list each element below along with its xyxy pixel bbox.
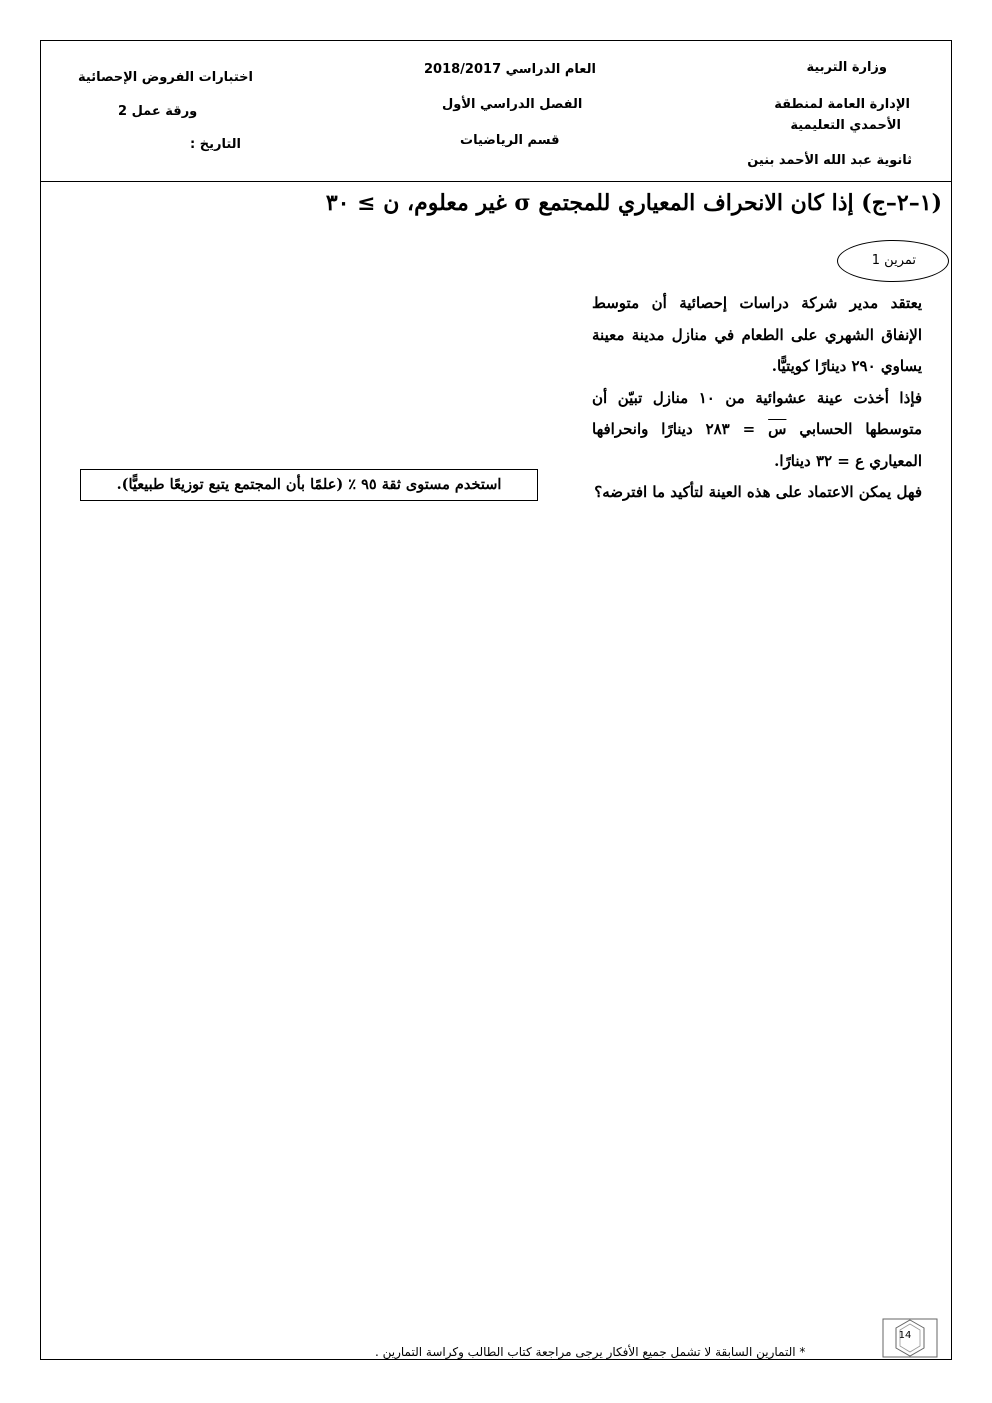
footer-note: * التمارين السابقة لا تشمل جميع الأفكار يرجى مراجعة كتاب الطالب وكراسة التمارين . [375, 1345, 806, 1359]
exercise-badge [837, 240, 949, 282]
department: قسم الرياضيات [460, 133, 560, 148]
page-frame [40, 40, 952, 1360]
problem-paragraph-1: يعتقد مدير شركة دراسات إحصائية أن متوسط الإنفاق الشهري على الطعام في منازل مدينة معينة يساوي ٢٩٠ دينارًا كويتيًّا. [592, 294, 922, 375]
page-number: 14 [898, 1330, 912, 1341]
directorate-line2: الأحمدي التعليمية [790, 118, 901, 133]
hint-box: استخدم مستوى ثقة ٩٥ ٪ (علمًا بأن المجتمع يتبع توزيعًا طبيعيًّا). [80, 469, 538, 501]
directorate-line1: الإدارة العامة لمنطقة [774, 97, 910, 112]
school-name: ثانوية عبد الله الأحمد بنين [747, 153, 912, 168]
problem-paragraph-2-start: فإذا أخذت عينة عشوائية من ١٠ منازل تبيّن أن متوسطها الحسابي [592, 388, 922, 438]
academic-year: العام الدراسي 2018/2017 [424, 62, 596, 77]
problem-paragraph-2 [592, 383, 922, 478]
ministry-name: وزارة التربية [806, 60, 887, 75]
sample-mean-symbol: س [768, 420, 787, 438]
problem-paragraph-3: فهل يمكن الاعتماد على هذه العينة لتأكيد ما افترضه؟ [594, 483, 922, 501]
header-divider [40, 181, 952, 182]
section-title: (١–٢–ج) إذا كان الانحراف المعياري للمجتمع σ غير معلوم، ن ≥ ٣٠ [325, 190, 942, 216]
semester: الفصل الدراسي الأول [442, 97, 583, 112]
worksheet-label: ورقة عمل 2 [118, 104, 198, 119]
exercise-label: تمرين 1 [871, 253, 916, 268]
problem-paragraph-2-end: = ٢٨٣ دينارًا وانحرافها المعياري ع = ٣٢ دينارًا. [592, 420, 922, 470]
date-label: التاريخ : [190, 137, 241, 152]
topic-title: اختبارات الفروض الإحصائية [78, 70, 253, 85]
problem-text [592, 288, 922, 509]
